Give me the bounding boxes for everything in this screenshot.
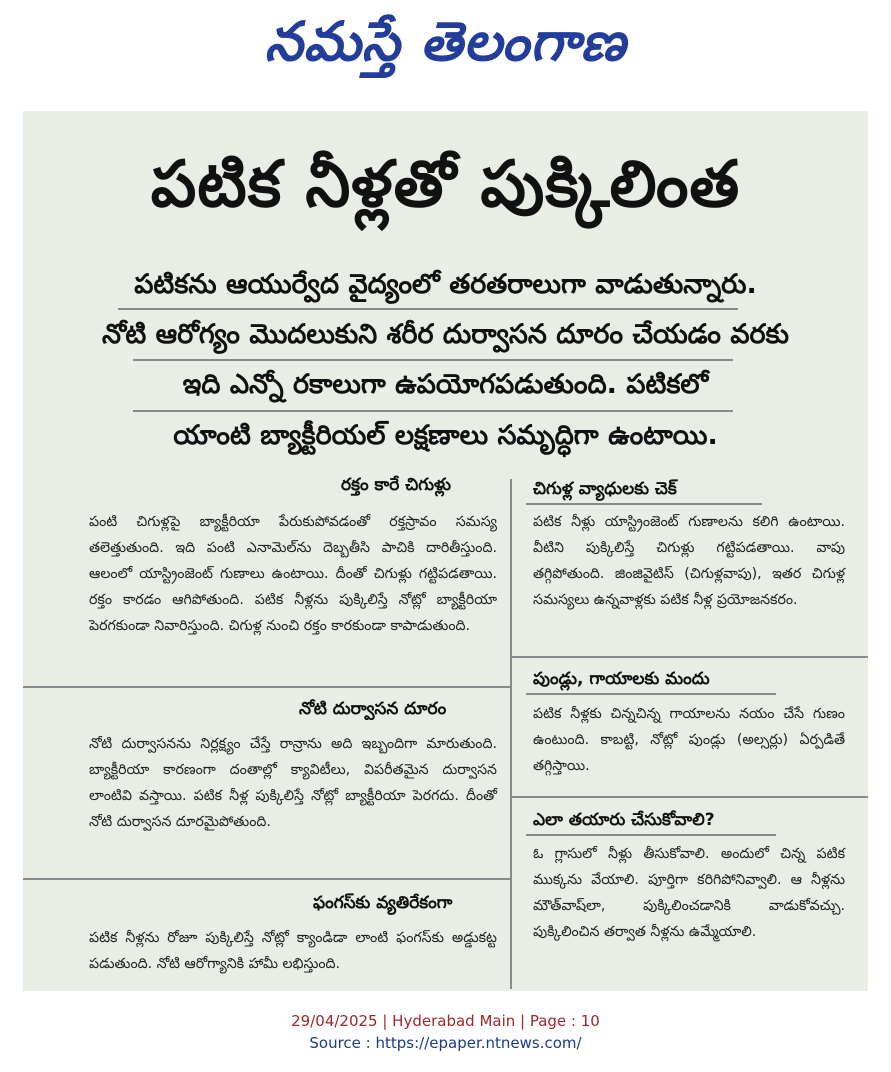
masthead bbox=[0, 0, 891, 104]
section-heading: చిగుళ్ల వ్యాధులకు చెక్ bbox=[533, 479, 677, 499]
intro-divider bbox=[133, 359, 733, 361]
section-body: పటిక నీళ్లకు చిన్నచిన్న గాయాలను నయం చేసే గుణం ఉంటుంది. కాబట్టి, నోట్లో పుండ్లు (అల్సర్లు) ఏర్పడితే తగ్గిస్తాయి. bbox=[533, 706, 845, 774]
heading-underline bbox=[526, 834, 776, 836]
section-heading: ఎలా తయారు చేసుకోవాలి? bbox=[533, 810, 715, 830]
section-body: నోటి దుర్వాసనను నిర్లక్ష్యం చేస్తే రాన్రాను అది ఇబ్బందిగా మారుతుంది. బ్యాక్టీరియా కారణంగా దంతాల్లో క్యావిటీలు, విపరీతమైన దుర్వాసన లాంటివి వస్తాయి. పటిక నీళ్ల పుక్కిలిస్తే నోట్లో బ్యాక్టీరియా పెరగదు. దీంతో నోటి దుర్వాసన దూరమైపోతుంది. bbox=[89, 736, 497, 830]
section-divider bbox=[23, 686, 510, 688]
masthead-logo: నమస్తే తెలంగాణ bbox=[264, 9, 627, 73]
section-heading: నోటి దుర్వాసన దూరం bbox=[299, 699, 447, 719]
intro-line: నోటి ఆరోగ్యం మొదలుకుని శరీర దుర్వాసన దూరం చేయడం వరకు bbox=[102, 319, 789, 350]
intro-line: యాంటి బ్యాక్టీరియల్ లక్షణాలు సమృద్ధిగా ఉంటాయి. bbox=[173, 420, 718, 451]
article-headline: పటిక నీళ్లతో పుక్కిలింత bbox=[150, 148, 741, 222]
article-panel bbox=[23, 111, 868, 991]
column-divider bbox=[510, 479, 512, 989]
footer-source-line: Source : https://epaper.ntnews.com/ bbox=[309, 1034, 582, 1052]
section-body: ఓ గ్లాసులో నీళ్లు తీసుకోవాలి. అందులో చిన్న పటిక ముక్కను వేయాలి. పూర్తిగా కరిగిపోనివ్వాలి. ఆ నీళ్లను మౌత్‌వాష్‌లా, పుక్కిలించడానికి వాడుకోవచ్చు. పుక్కిలించిన తర్వాత నీళ్లను ఉమ్మేయాలి. bbox=[533, 846, 845, 940]
intro-line: పటికను ఆయుర్వేద వైద్యంలో తరతరాలుగా వాడుతున్నారు. bbox=[134, 269, 757, 300]
section-heading: రక్తం కారే చిగుళ్లు bbox=[341, 475, 451, 495]
footer-date-line: 29/04/2025 | Hyderabad Main | Page : 10 bbox=[291, 1012, 600, 1030]
intro-divider bbox=[133, 410, 733, 412]
section-heading: ఫంగస్‌కు వ్యతిరేకంగా bbox=[313, 893, 453, 913]
heading-underline bbox=[526, 503, 762, 505]
intro-divider bbox=[118, 308, 738, 310]
section-body: పటిక నీళ్లు యాస్ట్రింజెంట్ గుణాలను కలిగి ఉంటాయి. వీటిని పుక్కిలిస్తే చిగుళ్లు గట్టిపడతాయి. వాపు తగ్గిపోతుంది. జింజివైటిస్ (చిగుళ్లవాపు), ఇతర చిగుళ్ల సమస్యలు ఉన్నవాళ్లకు పటిక నీళ్ల ప్రయోజనకరం. bbox=[533, 514, 845, 608]
section-divider bbox=[512, 796, 868, 798]
section-divider bbox=[23, 878, 510, 880]
section-heading: పుండ్లు, గాయాలకు మందు bbox=[533, 669, 710, 689]
section-body: పటిక నీళ్లను రోజూ పుక్కిలిస్తే నోట్లో క్యాండిడా లాంటి ఫంగస్‌కు అడ్డుకట్ట పడుతుంది. నోటి ఆరోగ్యానికి హామీ లభిస్తుంది. bbox=[89, 930, 497, 972]
section-body: పంటి చిగుళ్లపై బ్యాక్టీరియా పేరుకుపోవడంతో రక్తస్రావం సమస్య తలెత్తుతుంది. ఇది పంటి ఎనామెల్‌ను దెబ్బతీసి పాచికి దారితీస్తుంది. ఆలంలో యాస్ట్రింజెంట్ గుణాలు ఉంటాయి. దీంతో చిగుళ్లు గట్టిపడతాయి. రక్తం కారడం ఆగిపోతుంది. పటిక నీళ్లను పుక్కిలిస్తే నోట్లో బ్యాక్టీరియా పెరగకుండా నివారిస్తుంది. చిగుళ్ల నుంచి రక్తం కారకుండా కాపాడుతుంది. bbox=[89, 514, 497, 634]
section-divider bbox=[512, 656, 868, 658]
heading-underline bbox=[526, 693, 776, 695]
intro-line: ఇది ఎన్నో రకాలుగా ఉపయోగపడుతుంది. పటికలో bbox=[182, 369, 709, 400]
